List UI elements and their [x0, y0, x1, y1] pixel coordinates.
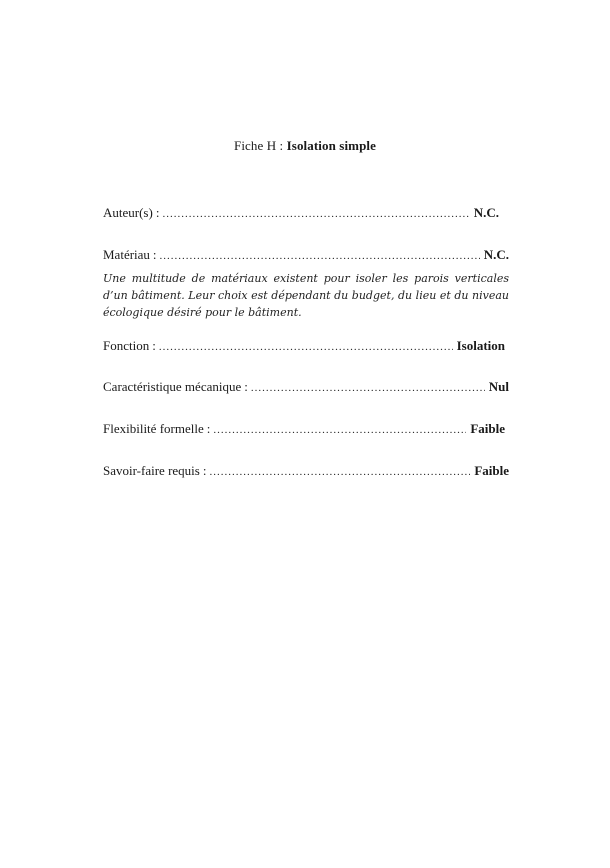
field-materiau: [103, 246, 509, 265]
field-flexibilite-label: Flexibilité formelle: [103, 421, 204, 436]
field-separator: :: [152, 247, 157, 262]
page-title: [0, 138, 610, 154]
field-fonction-value: Isolation: [456, 338, 505, 353]
field-separator: :: [202, 463, 207, 478]
field-caracteristique-value: Nul: [488, 379, 509, 394]
title-main: Isolation simple: [286, 138, 377, 153]
field-auteur: [103, 204, 499, 223]
field-materiau-value: N.C.: [483, 247, 509, 262]
field-separator: :: [244, 379, 248, 394]
field-fonction-label: Fonction: [103, 338, 150, 353]
field-savoir-faire-label: Savoir-faire requis: [103, 463, 200, 478]
field-savoir-faire: [103, 462, 509, 481]
field-fonction: [103, 337, 505, 356]
dot-leader: [160, 248, 480, 265]
title-prefix: Fiche H :: [233, 138, 284, 153]
field-separator: :: [206, 421, 211, 436]
field-separator: :: [155, 205, 160, 220]
dot-leader: [209, 464, 470, 481]
field-caracteristique-label: Caractéristique mécanique: [103, 379, 242, 394]
dot-leader: [159, 339, 453, 356]
materiau-description: Une multitude de matériaux existent pour isoler les parois verticales d’un bâtiment. Leur choix est dépendant du budget, du lieu et du niveau écologique désiré pour le bâtiment.: [103, 272, 509, 319]
field-caracteristique: [103, 378, 509, 397]
field-savoir-faire-value: Faible: [474, 463, 509, 478]
dot-leader: [162, 206, 469, 223]
field-auteur-value: N.C.: [473, 205, 499, 220]
field-materiau-label: Matériau: [103, 247, 150, 262]
field-auteur-label: Auteur(s): [103, 205, 153, 220]
field-flexibilite: [103, 420, 505, 439]
dot-leader: [251, 380, 485, 397]
field-separator: :: [152, 338, 156, 353]
dot-leader: [213, 422, 466, 439]
field-flexibilite-value: Faible: [470, 421, 505, 436]
